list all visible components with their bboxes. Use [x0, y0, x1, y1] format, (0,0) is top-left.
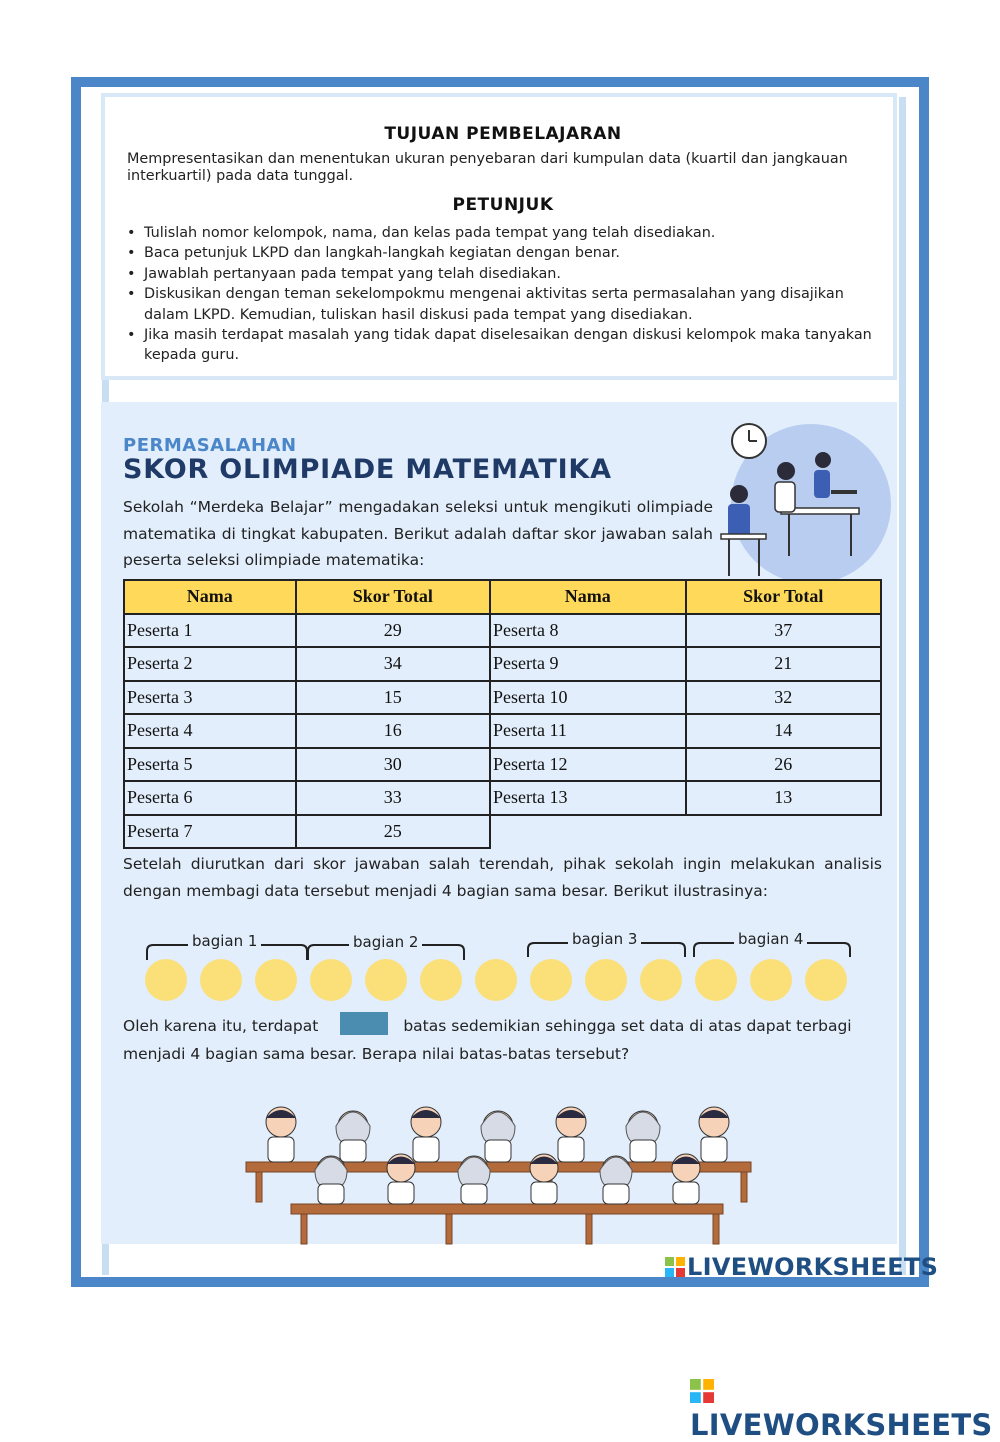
table-row [124, 681, 881, 715]
answer-input-box[interactable] [340, 1012, 388, 1035]
question-text [123, 1012, 882, 1068]
participant-name: Peserta 8 [490, 614, 686, 648]
participant-name: Peserta 9 [490, 647, 686, 681]
participant-name: Peserta 13 [490, 781, 686, 815]
column-header: Skor Total [686, 580, 881, 614]
participant-name: Peserta 10 [490, 681, 686, 715]
analysis-text: Setelah diurutkan dari skor jawaban salah terendah, pihak sekolah ingin melakukan analisis dengan membagi data tersebut menjadi 4 bagian sama besar. Berikut ilustrasinya: [123, 855, 882, 900]
data-dot [200, 959, 242, 1001]
data-dot [365, 959, 407, 1001]
participant-score: 32 [686, 681, 881, 715]
table-row [124, 748, 881, 782]
problem-label: PERMASALAHAN [123, 435, 297, 456]
empty-cell [686, 815, 881, 849]
table-row [124, 647, 881, 681]
instruction-item: • Baca petunjuk LKPD dan langkah-langkah kegiatan dengan benar. [127, 243, 887, 263]
instructions-title: PETUNJUK [452, 195, 554, 215]
table-row [124, 714, 881, 748]
column-header: Skor Total [296, 580, 490, 614]
problem-title: SKOR OLIMPIADE MATEMATIKA [123, 454, 612, 485]
instruction-item: • Jawablah pertanyaan pada tempat yang telah disediakan. [127, 264, 887, 284]
participant-score: 15 [296, 681, 490, 715]
data-dot [310, 959, 352, 1001]
participant-name: Peserta 1 [124, 614, 296, 648]
objectives-text: Mempresentasikan dan menentukan ukuran penyebaran dari kumpulan data (kuartil dan jangkauan interkuartil) pada data tunggal. [127, 151, 848, 184]
participant-score: 26 [686, 748, 881, 782]
scores-table [123, 579, 882, 849]
participant-name: Peserta 11 [490, 714, 686, 748]
participant-score: 25 [296, 815, 490, 849]
participant-score: 30 [296, 748, 490, 782]
liveworksheets-logo-icon [665, 1257, 685, 1277]
part-label: bagian 2 [349, 933, 422, 951]
instruction-item: • Diskusikan dengan teman sekelompokmu mengenai aktivitas serta permasalahan yang disajikan dalam LKPD. Kemudian, tuliskan hasil diskusi pada tempat yang disediakan. [127, 284, 887, 325]
participant-name: Peserta 5 [124, 748, 296, 782]
objectives-title: TUJUAN PEMBELAJARAN [384, 124, 622, 144]
participant-score: 33 [296, 781, 490, 815]
part-label: bagian 1 [188, 932, 261, 950]
participant-name: Peserta 7 [124, 815, 296, 849]
column-header: Nama [490, 580, 686, 614]
participant-score: 34 [296, 647, 490, 681]
participant-name: Peserta 12 [490, 748, 686, 782]
column-header: Nama [124, 580, 296, 614]
data-dot [750, 959, 792, 1001]
data-dot [475, 959, 517, 1001]
data-dot [695, 959, 737, 1001]
data-dot [585, 959, 627, 1001]
data-dot [805, 959, 847, 1001]
liveworksheets-logo-icon [690, 1379, 714, 1403]
participant-score: 21 [686, 647, 881, 681]
table-row [124, 781, 881, 815]
instruction-item: • Jika masih terdapat masalah yang tidak dapat diselesaikan dengan diskusi kelompok maka tanyakan kepada guru. [127, 325, 887, 366]
students-studying-illustration [711, 416, 893, 586]
classroom-students-illustration [246, 1104, 756, 1244]
participant-score: 37 [686, 614, 881, 648]
data-dot [640, 959, 682, 1001]
problem-panel [101, 402, 897, 1244]
data-dot [255, 959, 297, 1001]
question-text-before: Oleh karena itu, terdapat [123, 1017, 319, 1035]
part-label: bagian 4 [734, 930, 807, 948]
participant-name: Peserta 2 [124, 647, 296, 681]
data-dot [145, 959, 187, 1001]
participant-score: 14 [686, 714, 881, 748]
liveworksheets-logo-footer [690, 1374, 1000, 1442]
part-label: bagian 3 [568, 930, 641, 948]
table-row [124, 614, 881, 648]
participant-score: 13 [686, 781, 881, 815]
participant-name: Peserta 3 [124, 681, 296, 715]
data-dot [420, 959, 462, 1001]
instructions-list [127, 223, 887, 366]
table-row [124, 815, 881, 849]
participant-score: 29 [296, 614, 490, 648]
data-dot [530, 959, 572, 1001]
question-text-after: batas sedemikian sehingga set data di atas dapat terbagi menjadi 4 bagian sama besar. Berapa nilai batas-batas tersebut? [123, 1017, 852, 1063]
table-header-row [124, 580, 881, 614]
instruction-item: • Tulislah nomor kelompok, nama, dan kelas pada tempat yang telah disediakan. [127, 223, 887, 243]
participant-name: Peserta 6 [124, 781, 296, 815]
logo-text: LIVEWORKSHEETS [690, 1408, 993, 1442]
data-dots [145, 959, 865, 1004]
problem-intro: Sekolah “Merdeka Belajar” mengadakan seleksi untuk mengikuti olimpiade matematika di tingkat kabupaten. Berikut adalah daftar skor jawaban salah peserta seleksi olimpiade matematika: [123, 498, 713, 569]
logo-text: LIVEWORKSHEETS [687, 1253, 939, 1281]
liveworksheets-logo [665, 1253, 938, 1281]
objectives-box [101, 93, 897, 380]
participant-name: Peserta 4 [124, 714, 296, 748]
empty-cell [490, 815, 686, 849]
participant-score: 16 [296, 714, 490, 748]
